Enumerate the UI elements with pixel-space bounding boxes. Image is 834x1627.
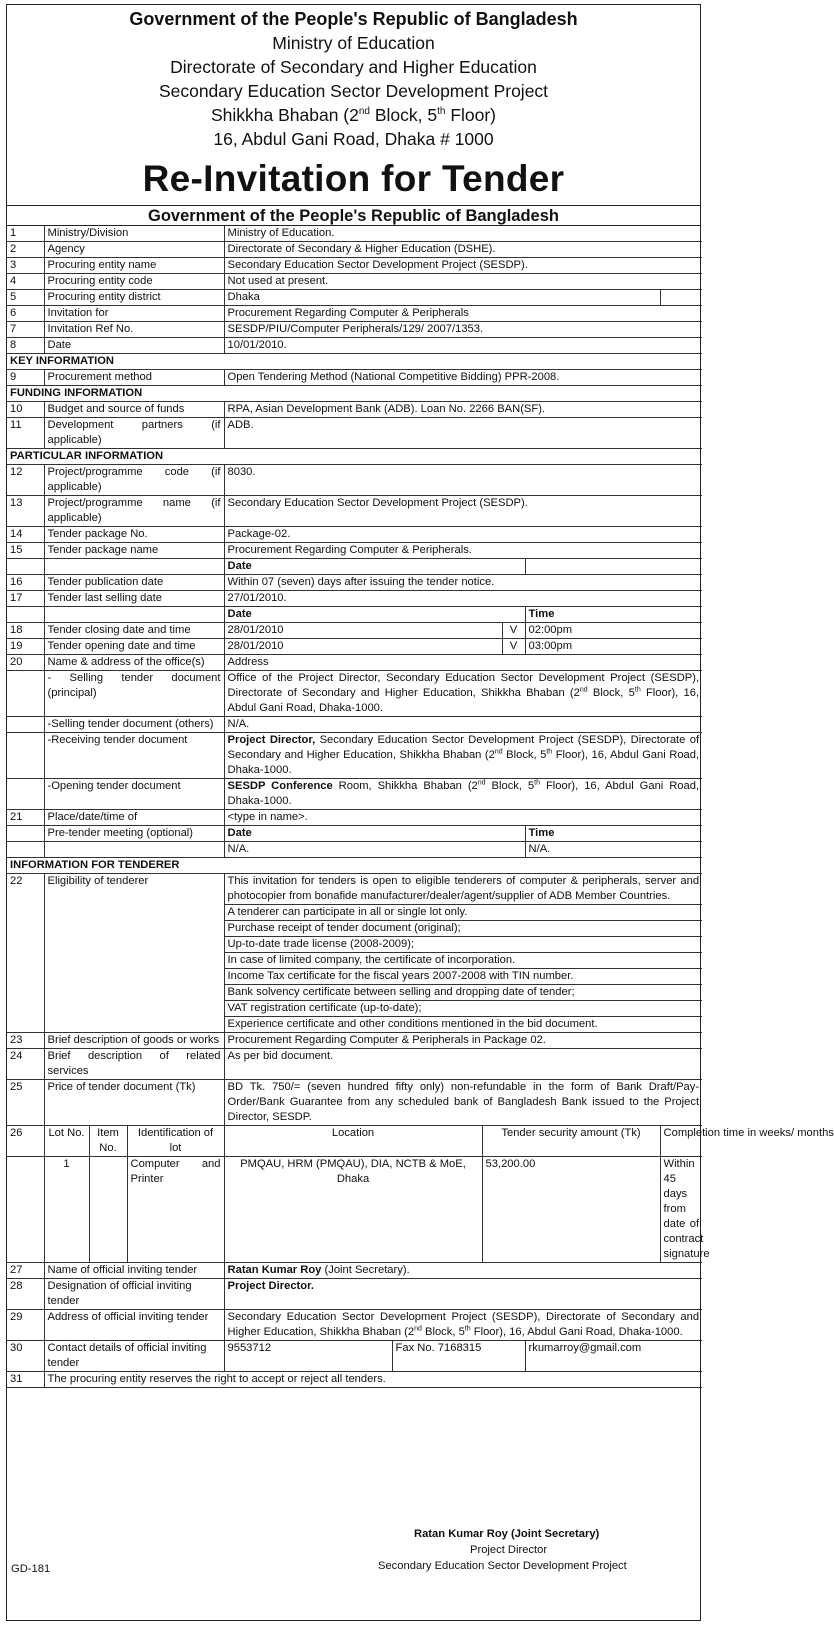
table-cell: 8030. bbox=[224, 465, 702, 496]
table-cell: Project/programme code (if applicable) bbox=[44, 465, 224, 496]
table-cell: Date bbox=[224, 826, 525, 842]
text-run: Ratan Kumar Roy bbox=[227, 1264, 322, 1276]
table-cell: Fax No. 7168315 bbox=[392, 1341, 525, 1372]
table-cell: Procurement Regarding Computer & Peripherals. bbox=[224, 543, 702, 559]
table-cell bbox=[7, 842, 44, 858]
table-cell: 28/01/2010 bbox=[224, 623, 502, 639]
table-cell: Tender publication date bbox=[44, 575, 224, 591]
project-name: Secondary Education Sector Development Project bbox=[158, 81, 549, 101]
table-cell bbox=[7, 607, 44, 623]
table-cell: -Opening tender document bbox=[44, 779, 224, 810]
signatory-project: Secondary Education Sector Development Project bbox=[378, 1560, 627, 1572]
table-cell: Procurement method bbox=[44, 370, 224, 386]
table-row bbox=[7, 842, 702, 858]
text-run: Block, 5 bbox=[485, 780, 535, 792]
table-cell: Computer and Printer bbox=[127, 1157, 224, 1263]
table-cell: 02:00pm bbox=[525, 623, 702, 639]
table-cell: 1 bbox=[7, 226, 44, 242]
gov-heading: Government of the People's Republic of Bangladesh bbox=[129, 9, 578, 29]
table-cell bbox=[89, 1157, 127, 1263]
tender-notice bbox=[6, 4, 834, 1621]
table-cell: Name & address of the office(s) bbox=[44, 655, 224, 671]
text-run: th bbox=[437, 106, 446, 118]
table-cell: Project/programme name (if applicable) bbox=[44, 496, 224, 527]
table-subtitle: Government of the People's Republic of Bangladesh bbox=[7, 205, 700, 226]
text-run: Floor), 16, Abdul Gani Road, Dhaka-1000. bbox=[227, 749, 700, 776]
table-cell: PMQAU, HRM (PMQAU), DIA, NCTB & MoE, Dhaka bbox=[224, 1157, 482, 1263]
table-cell: 5 bbox=[7, 290, 44, 306]
text-run: Floor) bbox=[445, 105, 497, 125]
table-cell: 7 bbox=[7, 322, 44, 338]
table-cell: 31 bbox=[7, 1372, 44, 1388]
table-row bbox=[7, 242, 702, 258]
table-cell: KEY INFORMATION bbox=[7, 354, 702, 370]
table-cell: ADB. bbox=[224, 418, 702, 449]
table-cell: V bbox=[502, 623, 525, 639]
table-row bbox=[7, 810, 702, 826]
section-heading bbox=[7, 386, 702, 402]
text-run: nd bbox=[579, 686, 588, 694]
text-run: Secondary Education Sector Development Project (SESDP), Directorate of Secondary and Higher Education, Shikkha Bhaban (2 bbox=[227, 1311, 700, 1338]
table-cell: Identification of lot bbox=[127, 1126, 224, 1157]
table-cell: Invitation Ref No. bbox=[44, 322, 224, 338]
table-row bbox=[7, 1080, 702, 1126]
table-row bbox=[7, 733, 702, 779]
table-cell: Ministry of Education. bbox=[224, 226, 702, 242]
table-cell: SESDP/PIU/Computer Peripherals/129/ 2007/1353. bbox=[224, 322, 702, 338]
letterhead bbox=[7, 5, 700, 151]
table-row bbox=[7, 1310, 702, 1341]
table-cell: As per bid document. bbox=[224, 1049, 702, 1080]
table-cell: Procurement Regarding Computer & Peripherals in Package 02. bbox=[224, 1033, 702, 1049]
text-run: Block, 5 bbox=[502, 749, 547, 761]
table-cell: A tenderer can participate in all or single lot only. bbox=[224, 905, 702, 921]
table-cell bbox=[7, 826, 44, 842]
table-cell: Time bbox=[525, 607, 702, 623]
text-run: th bbox=[634, 686, 641, 694]
text-run: Shikkha Bhaban (2 bbox=[210, 105, 359, 125]
table-cell: Place/date/time of bbox=[44, 810, 224, 826]
table-cell: Dhaka bbox=[224, 290, 660, 306]
table-cell: Date bbox=[44, 338, 224, 354]
table-cell: Eligibility of tenderer bbox=[44, 874, 224, 1033]
table-cell bbox=[7, 779, 44, 810]
text-run: Project Director, bbox=[227, 734, 316, 746]
table-row bbox=[7, 258, 702, 274]
table-cell: Price of tender document (Tk) bbox=[44, 1080, 224, 1126]
table-cell bbox=[224, 1263, 702, 1279]
table-cell: Tender package name bbox=[44, 543, 224, 559]
text-run: Secondary Education Sector Development Project (SESDP), Directorate of Secondary and Higher Education, Shikkha Bhaban (2 bbox=[227, 734, 700, 761]
table-row bbox=[7, 1263, 702, 1279]
table-cell: Secondary Education Sector Development Project (SESDP). bbox=[224, 258, 702, 274]
section-heading bbox=[7, 354, 702, 370]
table-row bbox=[7, 1279, 702, 1310]
table-cell: 22 bbox=[7, 874, 44, 1033]
table-cell: <type in name>. bbox=[224, 810, 702, 826]
table-cell: 11 bbox=[7, 418, 44, 449]
table-cell: Agency bbox=[44, 242, 224, 258]
table-cell: 27/01/2010. bbox=[224, 591, 702, 607]
table-cell: Lot No. bbox=[44, 1126, 89, 1157]
table-row bbox=[7, 496, 702, 527]
table-cell: Bank solvency certificate between selling and dropping date of tender; bbox=[224, 985, 702, 1001]
text-run: Block, 5 bbox=[421, 1326, 465, 1338]
table-cell: Procuring entity district bbox=[44, 290, 224, 306]
date-time-header-row bbox=[7, 607, 702, 623]
table-cell: 1 bbox=[44, 1157, 89, 1263]
table-cell: 8 bbox=[7, 338, 44, 354]
table-cell: Within 45 days from date of contract signature bbox=[660, 1157, 702, 1263]
table-cell: Package-02. bbox=[224, 527, 702, 543]
table-cell bbox=[224, 671, 702, 717]
table-cell: 19 bbox=[7, 639, 44, 655]
table-cell: PARTICULAR INFORMATION bbox=[7, 449, 702, 465]
table-cell: 2 bbox=[7, 242, 44, 258]
table-cell: Brief description of goods or works bbox=[44, 1033, 224, 1049]
text-run: SESDP Conference bbox=[227, 780, 333, 792]
building bbox=[7, 103, 700, 127]
table-cell: Up-to-date trade license (2008-2009); bbox=[224, 937, 702, 953]
table-row bbox=[7, 226, 702, 242]
section-heading bbox=[7, 858, 702, 874]
table-cell: This invitation for tenders is open to eligible tenderers of computer & peripherals, server and photocopier from bonafide manufacturer/dealer/agent/supplier of ADB Member Countries. bbox=[224, 874, 702, 905]
lot-header-row bbox=[7, 1126, 702, 1157]
table-cell: Secondary Education Sector Development Project (SESDP). bbox=[224, 496, 702, 527]
text-run: Office of the Project Director, Secondary Education Sector Development Project (SESDP), Directorate of Secondary and Higher Education, Shikkha Bhaban (2 bbox=[227, 672, 700, 699]
table-cell: Brief description of related services bbox=[44, 1049, 224, 1080]
table-cell: Procuring entity code bbox=[44, 274, 224, 290]
table-cell: 6 bbox=[7, 306, 44, 322]
table-cell: 15 bbox=[7, 543, 44, 559]
table-cell: 14 bbox=[7, 527, 44, 543]
text-run: Floor), 16, Abdul Gani Road, Dhaka-1000. bbox=[470, 1326, 683, 1338]
table-cell: 3 bbox=[7, 258, 44, 274]
table-cell: Tender package No. bbox=[44, 527, 224, 543]
footer-code: GD-181 bbox=[11, 1563, 51, 1575]
table-cell: Item No. bbox=[89, 1126, 127, 1157]
table-cell: Invitation for bbox=[44, 306, 224, 322]
table-cell: RPA, Asian Development Bank (ADB). Loan No. 2266 BAN(SF). bbox=[224, 402, 702, 418]
table-cell bbox=[224, 1310, 702, 1341]
date-header-row bbox=[7, 559, 702, 575]
table-cell: V bbox=[502, 639, 525, 655]
table-cell: 23 bbox=[7, 1033, 44, 1049]
table-cell: 25 bbox=[7, 1080, 44, 1126]
table-row bbox=[7, 418, 702, 449]
lot-row bbox=[7, 1157, 702, 1263]
text-run: nd bbox=[414, 1325, 422, 1333]
table-row bbox=[7, 1341, 702, 1372]
table-cell: Development partners (if applicable) bbox=[44, 418, 224, 449]
table-cell: Ministry/Division bbox=[44, 226, 224, 242]
table-row bbox=[7, 826, 702, 842]
table-cell: Designation of official inviting tender bbox=[44, 1279, 224, 1310]
text-run: th bbox=[534, 779, 540, 787]
table-cell: 4 bbox=[7, 274, 44, 290]
table-cell: 27 bbox=[7, 1263, 44, 1279]
table-cell: Open Tendering Method (National Competitive Bidding) PPR-2008. bbox=[224, 370, 702, 386]
table-cell: 9553712 bbox=[224, 1341, 392, 1372]
table-row bbox=[7, 306, 702, 322]
section-heading bbox=[7, 449, 702, 465]
table-cell: -Receiving tender document bbox=[44, 733, 224, 779]
table-cell: N/A. bbox=[525, 842, 702, 858]
text-run: th bbox=[546, 748, 553, 756]
table-row bbox=[7, 717, 702, 733]
table-row bbox=[7, 591, 702, 607]
table-cell: Project Director. bbox=[224, 1279, 702, 1310]
table-row bbox=[7, 543, 702, 559]
signatory-designation: Project Director bbox=[470, 1544, 548, 1556]
table-cell: Budget and source of funds bbox=[44, 402, 224, 418]
table-row bbox=[7, 1372, 702, 1388]
table-cell bbox=[7, 733, 44, 779]
table-row bbox=[7, 338, 702, 354]
table-row bbox=[7, 623, 702, 639]
table-cell: 16 bbox=[7, 575, 44, 591]
table-cell: Tender closing date and time bbox=[44, 623, 224, 639]
table-row bbox=[7, 671, 702, 717]
text-run: nd bbox=[494, 748, 503, 756]
text-run: th bbox=[464, 1325, 471, 1333]
table-cell bbox=[224, 779, 702, 810]
text-run: (Joint Secretary). bbox=[321, 1264, 410, 1276]
table-cell: 28/01/2010 bbox=[224, 639, 502, 655]
table-cell: 12 bbox=[7, 465, 44, 496]
table-cell: Within 07 (seven) days after issuing the tender notice. bbox=[224, 575, 702, 591]
text-run: nd bbox=[477, 779, 486, 787]
table-cell: Income Tax certificate for the fiscal years 2007-2008 with TIN number. bbox=[224, 969, 702, 985]
table-cell: Tender security amount (Tk) bbox=[482, 1126, 660, 1157]
address: 16, Abdul Gani Road, Dhaka # 1000 bbox=[213, 129, 494, 149]
table-cell: Address bbox=[224, 655, 702, 671]
table-cell: - Selling tender document (principal) bbox=[44, 671, 224, 717]
table-cell: 30 bbox=[7, 1341, 44, 1372]
table-cell bbox=[44, 559, 224, 575]
table-cell: 10 bbox=[7, 402, 44, 418]
table-row bbox=[7, 1033, 702, 1049]
ministry: Ministry of Education bbox=[272, 33, 435, 53]
table-cell: 20 bbox=[7, 655, 44, 671]
table-cell: Completion time in weeks/ months bbox=[660, 1126, 702, 1157]
table-row bbox=[7, 322, 702, 338]
table-cell: BD Tk. 750/= (seven hundred fifty only) non-refundable in the form of Bank Draft/Pay-Order/Bank Guarantee from any scheduled bank of Bangladesh Bank issued to the Project Director, SESDP. bbox=[224, 1080, 702, 1126]
table-cell: -Selling tender document (others) bbox=[44, 717, 224, 733]
table-cell bbox=[7, 671, 44, 717]
signatory-name: Ratan Kumar Roy (Joint Secretary) bbox=[414, 1528, 600, 1540]
table-cell bbox=[44, 842, 224, 858]
table-cell: Not used at present. bbox=[224, 274, 702, 290]
text-run: Floor), 16, Abdul Gani Road, Dhaka-1000. bbox=[227, 687, 700, 714]
table-cell: Location bbox=[224, 1126, 482, 1157]
table-cell: 03:00pm bbox=[525, 639, 702, 655]
table-cell: Tender last selling date bbox=[44, 591, 224, 607]
table-cell: Address of official inviting tender bbox=[44, 1310, 224, 1341]
table-row bbox=[7, 465, 702, 496]
text-run: Block, 5 bbox=[369, 105, 438, 125]
table-cell: Procuring entity name bbox=[44, 258, 224, 274]
text-run: nd bbox=[358, 106, 370, 118]
text-run: Room, Shikkha Bhaban (2 bbox=[332, 780, 478, 792]
text-run: Block, 5 bbox=[587, 687, 635, 699]
table-cell: Directorate of Secondary & Higher Education (DSHE). bbox=[224, 242, 702, 258]
table-row bbox=[7, 527, 702, 543]
table-cell: Experience certificate and other conditions mentioned in the bid document. bbox=[224, 1017, 702, 1033]
table-cell: Purchase receipt of tender document (original); bbox=[224, 921, 702, 937]
table-cell: rkumarroy@gmail.com bbox=[525, 1341, 702, 1372]
table-cell bbox=[7, 717, 44, 733]
table-cell: In case of limited company, the certificate of incorporation. bbox=[224, 953, 702, 969]
table-cell: 13 bbox=[7, 496, 44, 527]
table-row bbox=[7, 370, 702, 386]
table-row bbox=[7, 1049, 702, 1080]
table-cell: 29 bbox=[7, 1310, 44, 1341]
text-run: Floor), 16, Abdul Gani Road, Dhaka-1000. bbox=[227, 780, 700, 807]
table-cell bbox=[224, 733, 702, 779]
table-cell: Date bbox=[224, 559, 525, 575]
table-cell: Tender opening date and time bbox=[44, 639, 224, 655]
table-cell: INFORMATION FOR TENDERER bbox=[7, 858, 702, 874]
table-cell: Date bbox=[224, 607, 525, 623]
table-cell bbox=[7, 1157, 44, 1263]
table-cell bbox=[44, 607, 224, 623]
table-cell: 24 bbox=[7, 1049, 44, 1080]
table-cell: 28 bbox=[7, 1279, 44, 1310]
table-cell: FUNDING INFORMATION bbox=[7, 386, 702, 402]
table-cell: 9 bbox=[7, 370, 44, 386]
table-row bbox=[7, 575, 702, 591]
table-cell: 21 bbox=[7, 810, 44, 826]
table-row bbox=[7, 874, 702, 905]
table-cell: N/A. bbox=[224, 842, 525, 858]
table-cell: VAT registration certificate (up-to-date); bbox=[224, 1001, 702, 1017]
table-cell: The procuring entity reserves the right to accept or reject all tenders. bbox=[44, 1372, 702, 1388]
table-cell: Time bbox=[525, 826, 702, 842]
page-title: Re-Invitation for Tender bbox=[142, 158, 565, 199]
table-cell bbox=[525, 559, 702, 575]
table-row bbox=[7, 779, 702, 810]
directorate: Directorate of Secondary and Higher Education bbox=[170, 57, 537, 77]
table-row bbox=[7, 655, 702, 671]
table-cell: 53,200.00 bbox=[482, 1157, 660, 1263]
table-cell: N/A. bbox=[224, 717, 702, 733]
table-cell: 26 bbox=[7, 1126, 44, 1157]
table-cell: Pre-tender meeting (optional) bbox=[44, 826, 224, 842]
table-cell: 18 bbox=[7, 623, 44, 639]
table-cell bbox=[660, 290, 702, 306]
table-cell bbox=[7, 559, 44, 575]
table-cell: Procurement Regarding Computer & Peripherals bbox=[224, 306, 702, 322]
tender-table bbox=[7, 226, 834, 1388]
table-row bbox=[7, 274, 702, 290]
table-cell: Contact details of official inviting tender bbox=[44, 1341, 224, 1372]
table-row bbox=[7, 402, 702, 418]
table-row bbox=[7, 290, 702, 306]
table-cell: 17 bbox=[7, 591, 44, 607]
table-cell: Name of official inviting tender bbox=[44, 1263, 224, 1279]
table-cell: 10/01/2010. bbox=[224, 338, 702, 354]
table-row bbox=[7, 639, 702, 655]
